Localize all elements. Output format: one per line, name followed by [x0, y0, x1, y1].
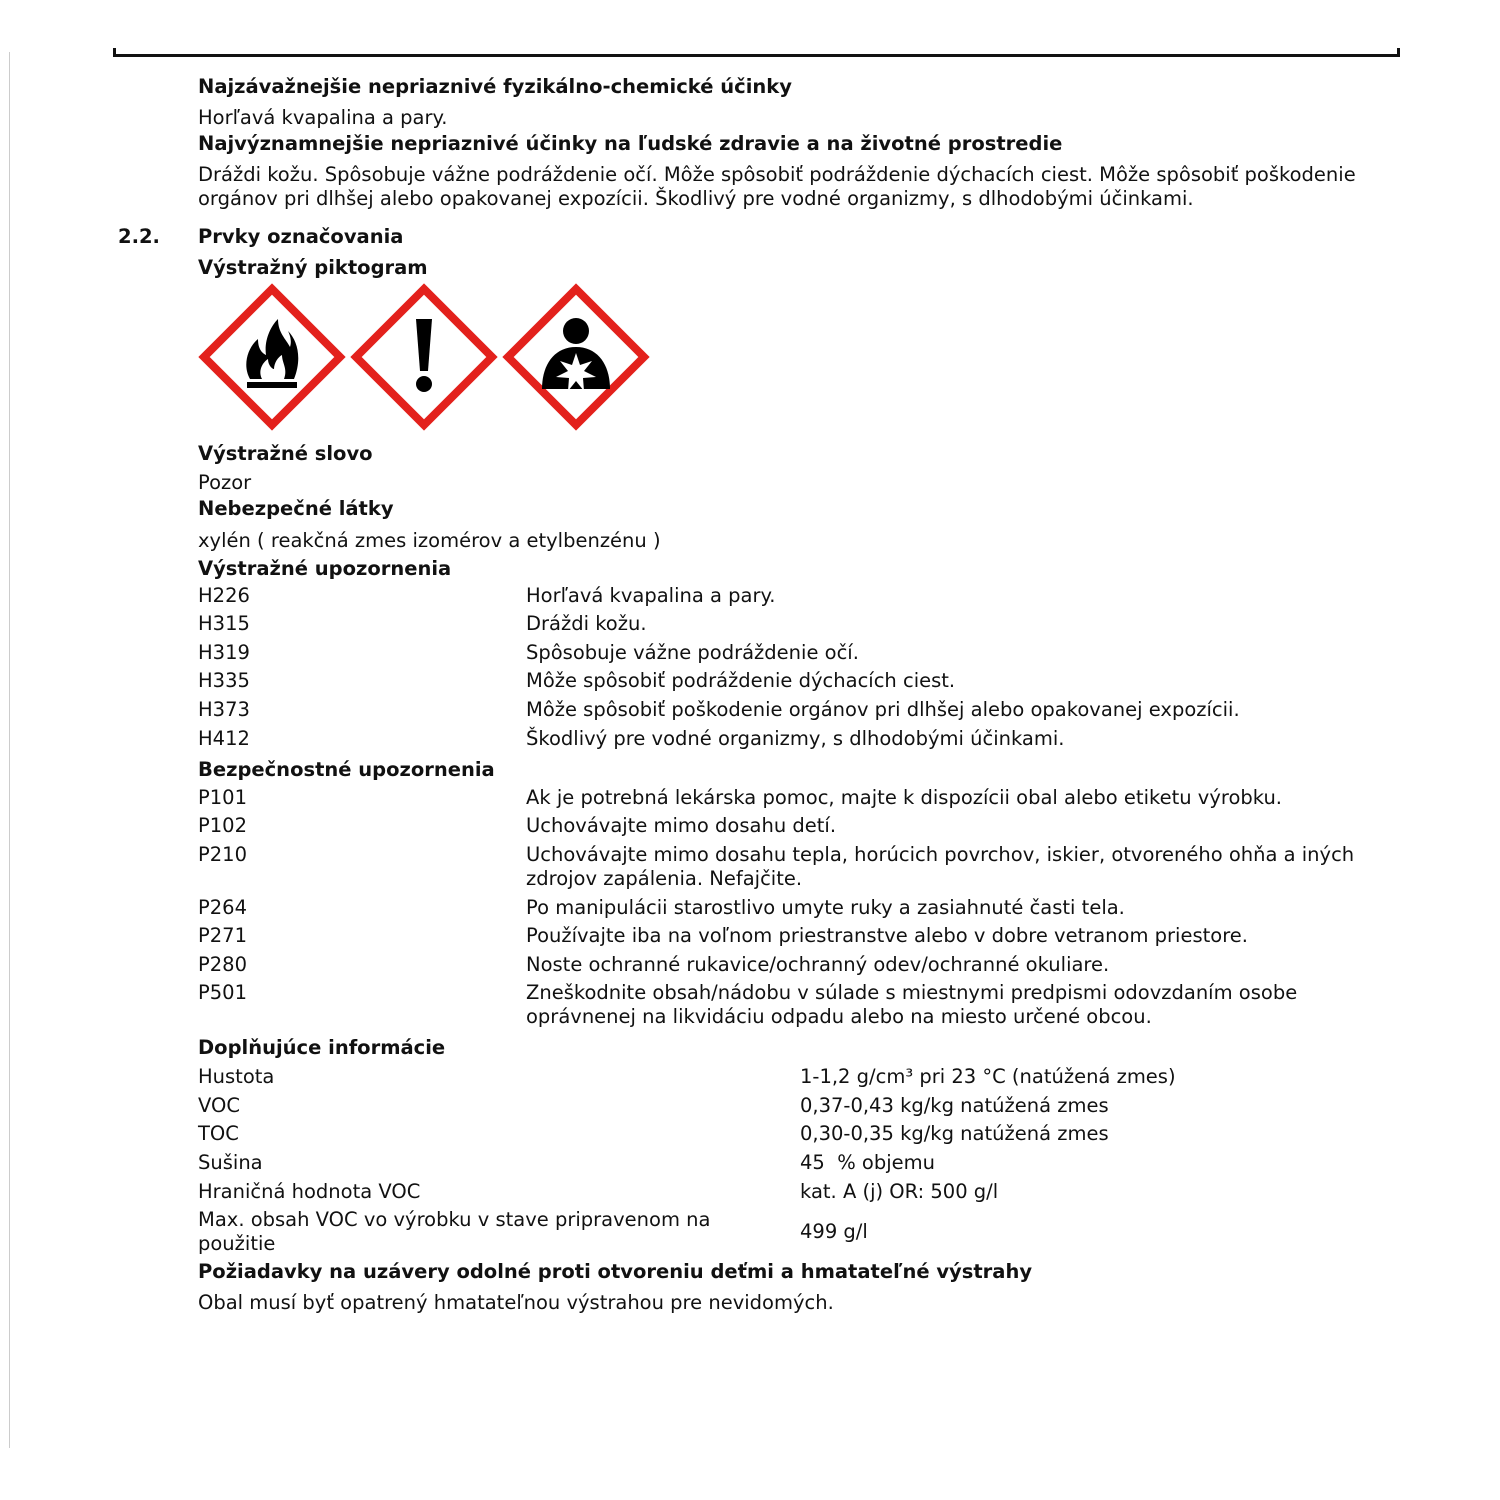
hazard-text: Môže spôsobiť podráždenie dýchacích ciest.: [526, 669, 956, 692]
precaution-text: Noste ochranné rukavice/ochranný odev/ochranné okuliare.: [526, 953, 1110, 976]
precaution-code: P280: [198, 953, 247, 976]
supplementary-key: TOC: [198, 1122, 239, 1145]
hazard-code: H412: [198, 727, 250, 750]
health-heading: Najvýznamnejšie nepriaznivé účinky na ľudské zdravie a na životné prostredie: [198, 132, 1063, 155]
precaution-text: Zneškodnite obsah/nádobu v súlade s miestnymi predpismi odovzdaním osobe oprávnenej na likvidáciu odpadu alebo na miesto určené obcou.: [526, 981, 1298, 1028]
closures-heading: Požiadavky na uzávery odolné proti otvoreniu deťmi a hmatateľné výstrahy: [198, 1260, 1033, 1283]
supplementary-key: Hustota: [198, 1065, 275, 1088]
precaution-text: Ak je potrebná lekárska pomoc, majte k dispozícii obal alebo etiketu výrobku.: [526, 786, 1283, 809]
supplementary-row: [198, 1180, 1400, 1204]
hazard-row: [198, 612, 1400, 636]
hazard-row: [198, 727, 1400, 751]
physchem-heading: Najzávažnejšie nepriaznivé fyzikálno-chemické účinky: [198, 75, 792, 98]
precaution-row: [198, 786, 1400, 810]
supplementary-key: VOC: [198, 1094, 240, 1117]
precaution-code: P271: [198, 924, 247, 947]
precaution-row: [198, 896, 1400, 920]
supplementary-row: [198, 1094, 1400, 1118]
supplementary-value: 45 % objemu: [800, 1151, 936, 1174]
precaution-code: P501: [198, 981, 247, 1004]
hazard-row: [198, 641, 1400, 665]
section-title: Prvky označovania: [198, 225, 404, 248]
precaution-text: Uchovávajte mimo dosahu detí.: [526, 814, 837, 837]
hazard-code: H319: [198, 641, 250, 664]
supplementary-value: 0,37-0,43 kg/kg natúžená zmes: [800, 1094, 1109, 1117]
precaution-row: [198, 814, 1400, 838]
precaution-heading: Bezpečnostné upozornenia: [198, 758, 495, 781]
precaution-code: P210: [198, 843, 247, 866]
supplementary-row: [198, 1122, 1400, 1146]
precaution-row: [198, 953, 1400, 977]
hazard-row: [198, 584, 1400, 608]
precaution-row: [198, 981, 1400, 1029]
supplementary-row: [198, 1151, 1400, 1175]
closures-text: Obal musí byť opatrený hmatateľnou výstrahou pre nevidomých.: [198, 1291, 834, 1314]
supplementary-key: Sušina: [198, 1151, 263, 1174]
precaution-row: [198, 843, 1400, 891]
supplementary-value: 1-1,2 g/cm³ pri 23 °C (natúžená zmes): [800, 1065, 1176, 1088]
pictogram-group: [198, 283, 648, 431]
supplementary-value: kat. A (j) OR: 500 g/l: [800, 1180, 999, 1203]
hazard-text: Dráždi kožu.: [526, 612, 647, 635]
hazard-text: Škodlivý pre vodné organizmy, s dlhodobými účinkami.: [526, 727, 1065, 750]
hazard-text: Spôsobuje vážne podráždenie očí.: [526, 641, 859, 664]
health-text-line-1: Dráždi kožu. Spôsobuje vážne podráždenie očí. Môže spôsobiť podráždenie dýchacích ciest. Môže spôsobiť poškodenie: [198, 163, 1356, 186]
supplementary-key: Hraničná hodnota VOC: [198, 1180, 421, 1203]
hazard-row: [198, 669, 1400, 693]
pictogram-heading: Výstražný piktogram: [198, 256, 428, 279]
hazard-heading: Výstražné upozornenia: [198, 557, 452, 580]
signal-word: Pozor: [198, 471, 252, 494]
substances-text: xylén ( reakčná zmes izomérov a etylbenzénu ): [198, 529, 661, 552]
hazard-code: H226: [198, 584, 250, 607]
supplementary-row: [198, 1208, 1400, 1256]
substances-heading: Nebezpečné látky: [198, 497, 394, 520]
hazard-text: Môže spôsobiť poškodenie orgánov pri dlhšej alebo opakovanej expozícii.: [526, 698, 1240, 721]
health-hazard-icon: [502, 283, 650, 431]
section-number: 2.2.: [118, 225, 160, 248]
hazard-row: [198, 698, 1400, 722]
page-edge: [9, 52, 10, 1448]
top-rule-tick-right: [1397, 48, 1400, 57]
precaution-code: P101: [198, 786, 247, 809]
top-rule: [113, 54, 1400, 57]
precaution-text: Uchovávajte mimo dosahu tepla, horúcich povrchov, iskier, otvoreného ohňa a iných zdrojov zapálenia. Nefajčite.: [526, 843, 1355, 890]
hazard-code: H335: [198, 669, 250, 692]
hazard-text: Horľavá kvapalina a pary.: [526, 584, 776, 607]
health-text-line-2: orgánov pri dlhšej alebo opakovanej expozícii. Škodlivý pre vodné organizmy, s dlhodobými účinkami.: [198, 187, 1194, 210]
supplementary-heading: Doplňujúce informácie: [198, 1036, 446, 1059]
signal-heading: Výstražné slovo: [198, 442, 373, 465]
precaution-row: [198, 924, 1400, 948]
hazard-code: H315: [198, 612, 250, 635]
precaution-text: Po manipulácii starostlivo umyte ruky a zasiahnuté časti tela.: [526, 896, 1125, 919]
hazard-code: H373: [198, 698, 250, 721]
supplementary-key: Max. obsah VOC vo výrobku v stave pripravenom na použitie: [198, 1208, 711, 1255]
physchem-text: Horľavá kvapalina a pary.: [198, 106, 448, 129]
top-rule-tick-left: [113, 48, 116, 57]
supplementary-value: 499 g/l: [800, 1220, 868, 1243]
exclamation-icon: [350, 283, 498, 431]
flame-icon: [198, 283, 346, 431]
precaution-text: Používajte iba na voľnom priestranstve alebo v dobre vetranom priestore.: [526, 924, 1248, 947]
supplementary-row: [198, 1065, 1400, 1089]
precaution-code: P102: [198, 814, 247, 837]
supplementary-value: 0,30-0,35 kg/kg natúžená zmes: [800, 1122, 1109, 1145]
precaution-code: P264: [198, 896, 247, 919]
